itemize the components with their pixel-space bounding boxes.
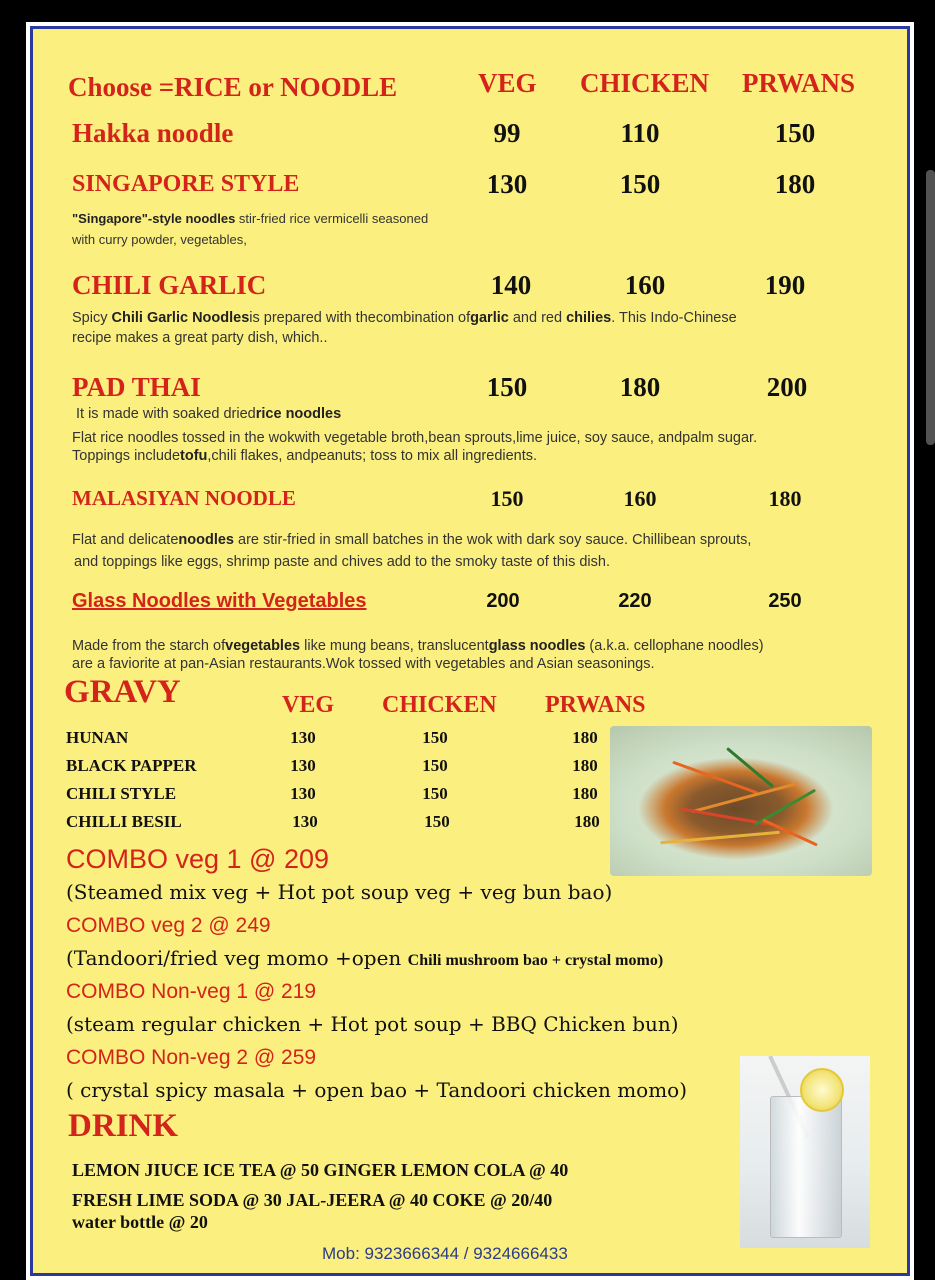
item-description: with curry powder, vegetables, <box>72 232 247 247</box>
drink-line: FRESH LIME SODA @ 30 JAL-JEERA @ 40 COKE @ 20/40 <box>72 1190 553 1210</box>
item-description: Spicy Chili Garlic Noodlesis prepared with thecombination ofgarlic and red chilies. This Indo-Chinese <box>72 310 737 326</box>
gravy-item-name: CHILLI BESIL <box>66 812 182 831</box>
price-chicken: 180 <box>619 372 661 402</box>
combo-description: (Steamed mix veg + Hot pot soup veg + veg bun bao) <box>66 880 613 904</box>
item-name: CHILI GARLIC <box>72 270 267 300</box>
gravy-col-prawns: PRWANS <box>545 692 646 718</box>
gravy-col-veg: VEG <box>282 692 335 718</box>
menu-card <box>26 22 914 1280</box>
mobile-number: Mob: 9323666344 / 9324666433 <box>322 1244 568 1263</box>
gravy-price-prawns: 180 <box>574 812 600 831</box>
item-description: are a faviorite at pan-Asian restaurants.Wok tossed with vegetables and Asian seasonings. <box>72 656 655 672</box>
price-chicken: 160 <box>624 270 666 300</box>
gravy-price-prawns: 180 <box>572 784 598 803</box>
combo-description: ( crystal spicy masala + open bao + Tandoori chicken momo) <box>66 1078 688 1102</box>
price-prawns: 180 <box>774 169 816 199</box>
gravy-price-chicken: 150 <box>422 784 448 803</box>
price-veg: 150 <box>490 486 524 511</box>
gravy-price-veg: 130 <box>292 812 318 831</box>
item-name: PAD THAI <box>72 372 201 402</box>
gravy-price-prawns: 180 <box>572 728 598 747</box>
gravy-price-veg: 130 <box>290 728 316 747</box>
drink-heading: DRINK <box>68 1108 179 1144</box>
price-chicken: 150 <box>619 169 661 199</box>
price-veg: 99 <box>493 118 521 148</box>
item-description: It is made with soaked driedrice noodles <box>76 406 342 422</box>
price-veg: 200 <box>486 590 520 612</box>
item-description: Flat rice noodles tossed in the wokwith vegetable broth,bean sprouts,lime juice, soy sauce, andpalm sugar. <box>72 430 758 446</box>
item-name: MALASIYAN NOODLE <box>72 486 296 510</box>
scrollbar[interactable] <box>926 170 935 445</box>
combo-title: COMBO Non-veg 1 @ 219 <box>66 980 317 1003</box>
price-chicken: 160 <box>623 486 657 511</box>
price-prawns: 150 <box>774 118 816 148</box>
combo-title: COMBO veg 2 @ 249 <box>66 914 271 937</box>
gravy-heading: GRAVY <box>64 674 181 710</box>
gravy-price-chicken: 150 <box>422 728 448 747</box>
price-veg: 130 <box>486 169 528 199</box>
col-prawns-header: PRWANS <box>742 68 856 98</box>
price-chicken: 110 <box>620 118 660 148</box>
item-description: Toppings includetofu,chili flakes, andpeanuts; toss to mix all ingredients. <box>72 448 538 464</box>
item-description: Made from the starch ofvegetables like mung beans, translucentglass noodles (a.k.a. cellophane noodles) <box>72 638 764 654</box>
price-prawns: 250 <box>768 590 802 612</box>
choose-heading: Choose =RICE or NOODLE <box>68 72 398 102</box>
gravy-price-chicken: 150 <box>422 756 448 775</box>
gravy-price-veg: 130 <box>290 756 316 775</box>
noodle-dish-photo <box>610 726 872 876</box>
gravy-price-veg: 130 <box>290 784 316 803</box>
combo-title: COMBO Non-veg 2 @ 259 <box>66 1046 317 1069</box>
gravy-price-chicken: 150 <box>424 812 450 831</box>
col-chicken-header: CHICKEN <box>580 68 710 98</box>
gravy-item-name: BLACK PAPPER <box>66 756 197 775</box>
gravy-price-prawns: 180 <box>572 756 598 775</box>
item-name: SINGAPORE STYLE <box>72 171 300 197</box>
price-prawns: 200 <box>766 372 808 402</box>
gravy-item-name: CHILI STYLE <box>66 784 177 803</box>
price-prawns: 180 <box>768 486 802 511</box>
price-veg: 140 <box>490 270 532 300</box>
item-description: "Singapore"-style noodles stir-fried rice vermicelli seasoned <box>72 211 429 226</box>
price-veg: 150 <box>486 372 528 402</box>
item-description: Flat and delicatenoodles are stir-fried in small batches in the wok with dark soy sauce. Chillibean sprouts, <box>72 532 752 548</box>
combo-description: (steam regular chicken + Hot pot soup + BBQ Chicken bun) <box>66 1012 679 1036</box>
price-chicken: 220 <box>618 590 652 612</box>
item-name: Hakka noodle <box>72 118 234 148</box>
price-prawns: 190 <box>764 270 806 300</box>
combo-description: (Tandoori/fried veg momo +open Chili mushroom bao + crystal momo) <box>66 946 664 970</box>
item-name: Glass Noodles with Vegetables <box>72 590 367 612</box>
lemon-drink-photo <box>740 1056 870 1248</box>
item-description: and toppings like eggs, shrimp paste and chives add to the smoky taste of this dish. <box>74 554 610 570</box>
gravy-col-chicken: CHICKEN <box>382 692 497 718</box>
drink-line: LEMON JIUCE ICE TEA @ 50 GINGER LEMON COLA @ 40 <box>72 1160 569 1180</box>
combo-title: COMBO veg 1 @ 209 <box>66 844 330 874</box>
col-veg-header: VEG <box>478 68 537 98</box>
gravy-item-name: HUNAN <box>66 728 129 747</box>
drink-line: water bottle @ 20 <box>72 1212 208 1232</box>
item-description: recipe makes a great party dish, which.. <box>72 330 328 346</box>
